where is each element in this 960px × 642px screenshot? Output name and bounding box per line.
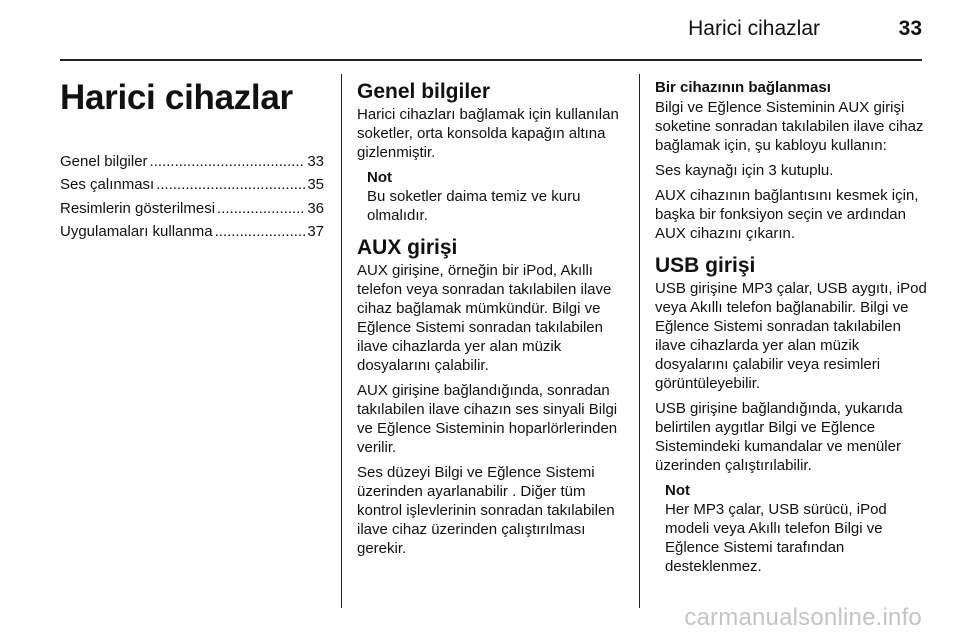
toc-leader — [156, 173, 305, 196]
aux-paragraph: AUX cihazının bağlantısını kesmek için, başka bir fonksiyon seçin ve ardından AUX cihazını çıkarın. — [655, 187, 919, 242]
right-column — [655, 78, 927, 576]
note-text: Her MP3 çalar, USB sürücü, iPod modeli veya Akıllı telefon Bilgi ve Eğlence Sistemi tarafından desteklenmez. — [665, 501, 887, 575]
section-title-genel: Genel bilgiler — [357, 80, 491, 103]
toc-item[interactable] — [60, 197, 324, 220]
aux-paragraph: Ses düzeyi Bilgi ve Eğlence Sistemi üzerinden ayarlanabilir . Diğer tüm kontrol işlevlerinin sonradan takılabilen ilave cihaz üzerinden çalıştırılması gerekir. — [357, 464, 615, 557]
page-number: 33 — [898, 17, 922, 40]
subsection-title-connect: Bir cihazının bağlanması — [655, 79, 831, 96]
note-label: Not — [665, 482, 690, 499]
toc-label: Genel bilgiler — [60, 153, 148, 170]
toc-label: Ses çalınması — [60, 176, 155, 194]
note-label: Not — [367, 169, 392, 186]
chapter-title: Harici cihazlar — [60, 78, 293, 117]
header-rule — [60, 59, 922, 61]
table-of-contents — [60, 150, 324, 243]
column-divider — [639, 74, 640, 608]
running-title: Harici cihazlar — [688, 17, 820, 40]
watermark: carmanualsonline.info — [684, 604, 922, 631]
toc-page: 35 — [307, 176, 324, 194]
usb-paragraph: USB girişine MP3 çalar, USB aygıtı, iPod veya Akıllı telefon bağlanabilir. Bilgi ve Eğlence Sistemi sonradan takılabilen ilave cihazlarda yer alan müzik dosyalarını çalabilir veya resimleri görüntüleyebilir. — [655, 280, 927, 392]
aux-paragraph: AUX girişine, örneğin bir iPod, Akıllı telefon veya sonradan takılabilen ilave cihaz bağlamak mümkündür. Bilgi ve Eğlence Sistemi sonradan takılabilen ilave cihazlarda yer alan müzik dosyalarını çalabilir. — [357, 262, 612, 374]
toc-leader — [150, 150, 306, 173]
toc-page: 37 — [307, 222, 324, 240]
middle-column — [357, 78, 625, 558]
note-box — [665, 481, 927, 576]
toc-label: Resimlerin gösterilmesi — [60, 199, 216, 217]
toc-item[interactable] — [60, 150, 324, 173]
chapter-column — [60, 78, 324, 243]
usb-paragraph: USB girişine bağlandığında, yukarıda belirtilen aygıtlar Bilgi ve Eğlence Sistemindeki kumandalar ve menüler üzerinden çalıştırılabilir. — [655, 400, 903, 474]
toc-item[interactable] — [60, 220, 324, 243]
aux-paragraph: Ses kaynağı için 3 kutuplu. — [655, 162, 834, 179]
page-header — [0, 0, 960, 62]
toc-page: 36 — [307, 199, 324, 217]
aux-paragraph: AUX girişine bağlandığında, sonradan takılabilen ilave cihazın ses sinyali Bilgi ve Eğlence Sisteminin hoparlörlerinden verilir. — [357, 382, 618, 456]
toc-label: Uygulamaları kullanma — [60, 222, 213, 240]
note-box — [367, 168, 625, 225]
genel-paragraph: Harici cihazları bağlamak için kullanılan soketler, orta konsolda kapağın altına gizlenmiştir. — [357, 106, 619, 161]
note-text: Bu soketler daima temiz ve kuru olmalıdır. — [367, 188, 581, 224]
toc-item[interactable] — [60, 173, 324, 196]
toc-leader — [215, 220, 306, 243]
toc-page: 33 — [307, 153, 324, 170]
aux-paragraph: Bilgi ve Eğlence Sisteminin AUX girişi soketine sonradan takılabilen ilave cihaz bağlamak için, şu kabloyu kullanın: — [655, 99, 924, 154]
toc-leader — [217, 197, 305, 220]
section-title-aux: AUX girişi — [357, 236, 458, 259]
section-title-usb: USB girişi — [655, 254, 756, 277]
column-divider — [341, 74, 342, 608]
